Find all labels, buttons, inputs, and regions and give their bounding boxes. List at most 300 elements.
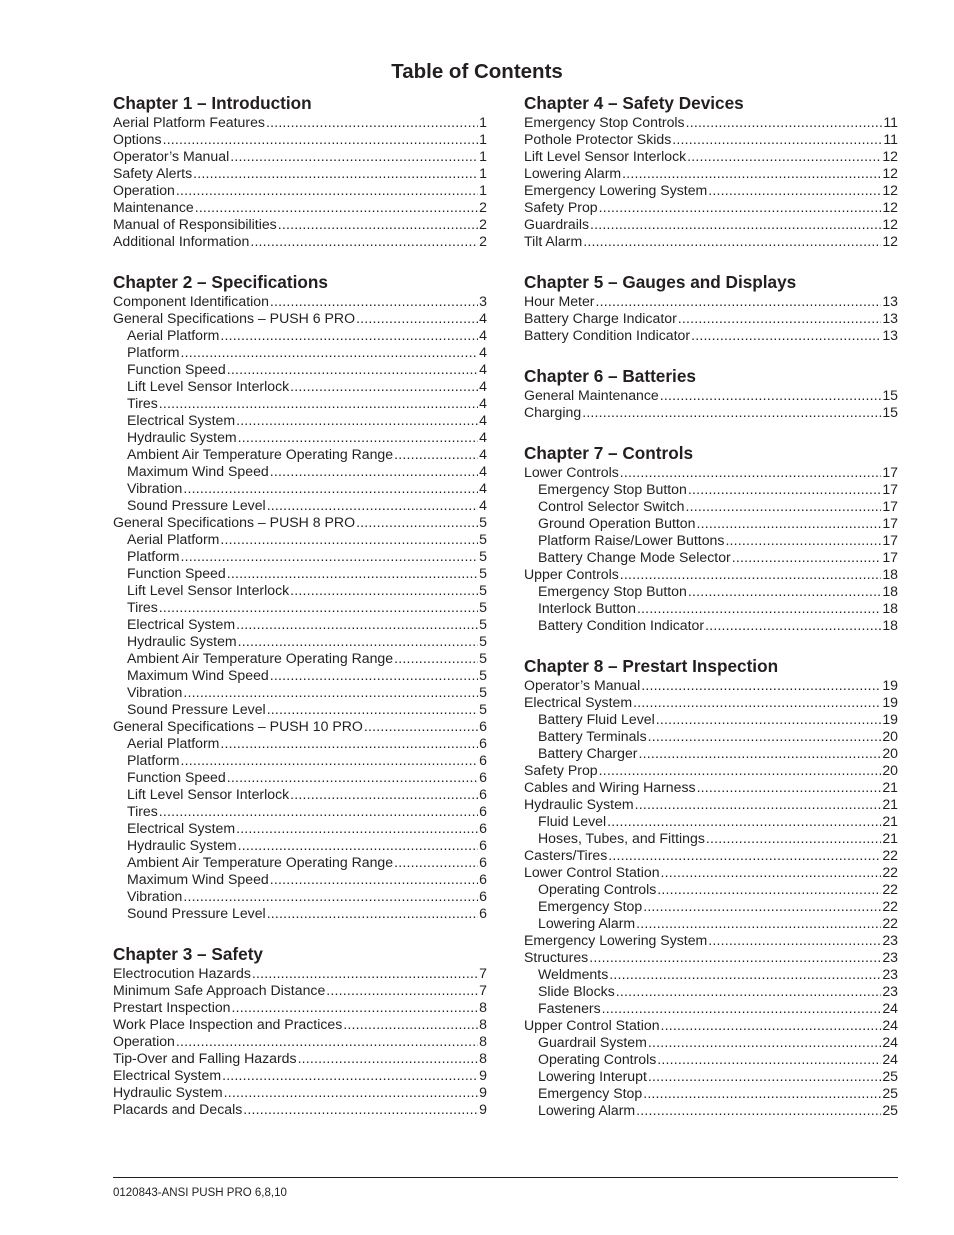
toc-entry-emergency-lowering-system[interactable] [524, 182, 898, 199]
dot-leader [195, 199, 478, 216]
dot-leader [661, 864, 882, 881]
toc-entry-lowering-alarm[interactable] [524, 915, 898, 932]
toc-entry-title: Tires [127, 599, 158, 615]
dot-leader [180, 344, 478, 361]
toc-entry-general-maintenance[interactable] [524, 387, 898, 404]
toc-entry-electrical-system[interactable] [113, 820, 487, 837]
dot-leader [220, 531, 478, 548]
toc-entry-title: Aerial Platform Features [113, 114, 265, 130]
dot-leader [590, 216, 881, 233]
toc-page-number: 7 [479, 982, 487, 998]
toc-entry-battery-charger[interactable] [524, 745, 898, 762]
toc-entry-platform-raise-lower-buttons[interactable] [524, 532, 898, 549]
toc-entry-tip-over-and-falling-hazards[interactable] [113, 1050, 487, 1067]
toc-page-number: 20 [882, 745, 898, 761]
dot-leader [620, 566, 882, 583]
toc-page-number: 12 [882, 165, 898, 181]
dot-leader [176, 182, 478, 199]
dot-leader [609, 966, 881, 983]
dot-leader [661, 1017, 882, 1034]
toc-page-number: 11 [883, 131, 898, 147]
dot-leader [227, 769, 478, 786]
toc-page-number: 6 [479, 735, 487, 751]
toc-entry-title: Platform [127, 752, 180, 768]
chapter-heading[interactable]: Chapter 7 – Controls [524, 443, 694, 463]
toc-entry-placards-and-decals[interactable] [113, 1101, 487, 1118]
toc-entry-lowering-alarm[interactable] [524, 165, 898, 182]
toc-entry-cables-and-wiring-harness[interactable] [524, 779, 898, 796]
toc-page-number: 5 [479, 667, 487, 683]
dot-leader [394, 854, 478, 871]
dot-leader [691, 327, 881, 344]
dot-leader [678, 310, 882, 327]
toc-entry-safety-prop[interactable] [524, 762, 898, 779]
toc-entry-title: Hour Meter [524, 293, 595, 309]
toc-entry-platform[interactable] [113, 752, 487, 769]
toc-entry-battery-fluid-level[interactable] [524, 711, 898, 728]
toc-entry-prestart-inspection[interactable] [113, 999, 487, 1016]
toc-entry-options[interactable] [113, 131, 487, 148]
dot-leader [633, 694, 881, 711]
toc-entry-electrical-system[interactable] [524, 694, 898, 711]
dot-leader [656, 711, 882, 728]
toc-chapter [113, 943, 487, 1118]
toc-entry-electrical-system[interactable] [113, 1067, 487, 1084]
toc-entry-title: Maximum Wind Speed [127, 463, 269, 479]
toc-entry-title: Operation [113, 1033, 175, 1049]
toc-entry-hydraulic-system[interactable] [113, 837, 487, 854]
toc-entry-title: Emergency Stop [538, 898, 643, 914]
dot-leader [589, 949, 881, 966]
toc-entry-electrical-system[interactable] [113, 412, 487, 429]
toc-entry-pothole-protector-skids[interactable] [524, 131, 898, 148]
toc-entry-lift-level-sensor-interlock[interactable] [113, 582, 487, 599]
toc-entry-emergency-stop[interactable] [524, 898, 898, 915]
toc-entry-upper-controls[interactable] [524, 566, 898, 583]
toc-page-number: 6 [479, 888, 487, 904]
dot-leader [180, 548, 478, 565]
toc-entry-lift-level-sensor-interlock[interactable] [113, 378, 487, 395]
toc-entry-minimum-safe-approach-distance[interactable] [113, 982, 487, 999]
toc-page-number: 12 [882, 233, 898, 249]
toc-page-number: 23 [882, 966, 898, 982]
toc-page-number: 3 [479, 293, 487, 309]
toc-entry-function-speed[interactable] [113, 769, 487, 786]
toc-page-number: 4 [479, 497, 487, 513]
toc-entry-title: Work Place Inspection and Practices [113, 1016, 343, 1032]
toc-entry-hour-meter[interactable] [524, 293, 898, 310]
dot-leader [290, 786, 478, 803]
toc-chapter [524, 442, 898, 634]
toc-page-number: 5 [479, 565, 487, 581]
dot-leader [230, 148, 478, 165]
chapter-heading[interactable]: Chapter 5 – Gauges and Displays [524, 272, 797, 292]
dot-leader [278, 216, 478, 233]
toc-entry-aerial-platform[interactable] [113, 531, 487, 548]
toc-entry-interlock-button[interactable] [524, 600, 898, 617]
dot-leader [657, 1051, 881, 1068]
toc-entry-title: Emergency Stop Button [538, 583, 687, 599]
toc-entry-tires[interactable] [113, 395, 487, 412]
toc-entry-title: Electrical System [127, 616, 236, 632]
toc-page-number: 8 [479, 1050, 487, 1066]
toc-entry-tires[interactable] [113, 599, 487, 616]
toc-page-number: 4 [479, 378, 487, 394]
dot-leader [356, 310, 478, 327]
toc-entry-battery-terminals[interactable] [524, 728, 898, 745]
dot-leader [599, 762, 882, 779]
toc-entry-title: Function Speed [127, 565, 226, 581]
dot-leader [227, 361, 478, 378]
toc-entry-general-specifications-push-10-pro[interactable] [113, 718, 487, 735]
toc-entry-title: Sound Pressure Level [127, 701, 266, 717]
toc-entry-title: Battery Fluid Level [538, 711, 655, 727]
dot-leader [641, 677, 881, 694]
toc-page-number: 21 [882, 796, 898, 812]
dot-leader [608, 847, 881, 864]
dot-leader [224, 1084, 479, 1101]
toc-entry-lowering-interupt[interactable] [524, 1068, 898, 1085]
dot-leader [227, 565, 478, 582]
toc-page-number: 6 [479, 905, 487, 921]
dot-leader [685, 498, 881, 515]
toc-entry-lift-level-sensor-interlock[interactable] [113, 786, 487, 803]
dot-leader [732, 549, 882, 566]
dot-leader [183, 888, 478, 905]
toc-page-number: 24 [882, 1017, 898, 1033]
toc-page-number: 17 [882, 549, 898, 565]
dot-leader [643, 898, 881, 915]
toc-page-number: 4 [479, 327, 487, 343]
dot-leader [270, 293, 478, 310]
toc-entry-title: Emergency Stop [538, 1085, 643, 1101]
dot-leader [290, 582, 478, 599]
toc-entry-control-selector-switch[interactable] [524, 498, 898, 515]
toc-entry-title: Hoses, Tubes, and Fittings [538, 830, 705, 846]
dot-leader [270, 463, 478, 480]
toc-entry-component-identification[interactable] [113, 293, 487, 310]
toc-entry-casters-tires[interactable] [524, 847, 898, 864]
toc-entry-aerial-platform[interactable] [113, 327, 487, 344]
toc-entry-operation[interactable] [113, 1033, 487, 1050]
dot-leader [602, 1000, 882, 1017]
toc-entry-guardrail-system[interactable] [524, 1034, 898, 1051]
toc-entry-lift-level-sensor-interlock[interactable] [524, 148, 898, 165]
toc-entry-vibration[interactable] [113, 684, 487, 701]
toc-page-number: 9 [479, 1067, 487, 1083]
toc-entry-title: Sound Pressure Level [127, 497, 266, 513]
toc-entry-title: Casters/Tires [524, 847, 608, 863]
dot-leader [176, 1033, 478, 1050]
dot-leader [364, 718, 478, 735]
toc-page-number: 1 [479, 165, 487, 181]
toc-entry-vibration[interactable] [113, 480, 487, 497]
toc-page-number: 18 [882, 566, 898, 582]
toc-entry-title: Minimum Safe Approach Distance [113, 982, 326, 998]
toc-page-number: 24 [882, 1034, 898, 1050]
dot-leader [267, 701, 478, 718]
toc-entry-title: Vibration [127, 480, 183, 496]
toc-entry-title: Vibration [127, 684, 183, 700]
toc-entry-sound-pressure-level[interactable] [113, 497, 487, 514]
toc-entry-tires[interactable] [113, 803, 487, 820]
toc-entry-emergency-stop[interactable] [524, 1085, 898, 1102]
toc-entry-title: Aerial Platform [127, 531, 220, 547]
toc-entry-safety-prop[interactable] [524, 199, 898, 216]
toc-page-number: 12 [882, 216, 898, 232]
toc-entry-work-place-inspection-and-practices[interactable] [113, 1016, 487, 1033]
dot-leader [636, 1102, 881, 1119]
toc-page-number: 5 [479, 548, 487, 564]
toc-entry-ground-operation-button[interactable] [524, 515, 898, 532]
dot-leader [687, 148, 881, 165]
toc-page-number: 22 [882, 898, 898, 914]
toc-entry-title: Battery Charge Indicator [524, 310, 677, 326]
toc-entry-title: Hydraulic System [127, 837, 237, 853]
dot-leader [220, 735, 478, 752]
toc-page-number: 23 [882, 932, 898, 948]
toc-entry-title: Prestart Inspection [113, 999, 231, 1015]
toc-page-number: 22 [882, 864, 898, 880]
dot-leader [159, 803, 478, 820]
toc-entry-electrocution-hazards[interactable] [113, 965, 487, 982]
toc-entry-title: Lowering Alarm [524, 165, 622, 181]
dot-leader [638, 745, 881, 762]
toc-page-number: 2 [479, 233, 487, 249]
dot-leader [222, 1067, 478, 1084]
toc-entry-operating-controls[interactable] [524, 881, 898, 898]
dot-leader [236, 412, 478, 429]
chapter-heading[interactable]: Chapter 3 – Safety [113, 944, 263, 964]
toc-entry-tilt-alarm[interactable] [524, 233, 898, 250]
toc-entry-maximum-wind-speed[interactable] [113, 871, 487, 888]
toc-entry-title: Ground Operation Button [538, 515, 696, 531]
chapter-heading[interactable]: Chapter 2 – Specifications [113, 272, 328, 292]
page-title: Table of Contents [391, 60, 563, 83]
toc-entry-manual-of-responsibilities[interactable] [113, 216, 487, 233]
toc-entry-title: Ambient Air Temperature Operating Range [127, 650, 394, 666]
toc-entry-vibration[interactable] [113, 888, 487, 905]
toc-entry-general-specifications-push-6-pro[interactable] [113, 310, 487, 327]
toc-entry-emergency-stop-controls[interactable] [524, 114, 898, 131]
dot-leader [582, 404, 881, 421]
dot-leader [236, 616, 478, 633]
chapter-heading[interactable]: Chapter 1 – Introduction [113, 93, 312, 113]
dot-leader [238, 837, 479, 854]
toc-entry-safety-alerts[interactable] [113, 165, 487, 182]
toc-entry-maximum-wind-speed[interactable] [113, 463, 487, 480]
toc-entry-title: Upper Controls [524, 566, 619, 582]
toc-entry-title: Lower Control Station [524, 864, 660, 880]
toc-entry-title: Lowering Interupt [538, 1068, 647, 1084]
toc-page-number: 12 [882, 148, 898, 164]
toc-page-number: 1 [479, 182, 487, 198]
dot-leader [599, 199, 882, 216]
toc-chapter [524, 365, 898, 421]
toc-page-number: 21 [882, 830, 898, 846]
chapter-heading[interactable]: Chapter 6 – Batteries [524, 366, 696, 386]
toc-entry-ambient-air-temperature-operating-range[interactable] [113, 854, 487, 871]
toc-entry-weldments[interactable] [524, 966, 898, 983]
toc-entry-title: General Specifications – PUSH 6 PRO [113, 310, 356, 326]
toc-page-number: 25 [882, 1068, 898, 1084]
toc-entry-title: Maximum Wind Speed [127, 871, 269, 887]
toc-entry-operator-s-manual[interactable] [524, 677, 898, 694]
toc-page-number: 5 [479, 531, 487, 547]
toc-entry-fasteners[interactable] [524, 1000, 898, 1017]
toc-entry-function-speed[interactable] [113, 361, 487, 378]
toc-entry-title: Charging [524, 404, 582, 420]
toc-entry-battery-condition-indicator[interactable] [524, 617, 898, 634]
toc-page-number: 2 [479, 199, 487, 215]
toc-entry-title: Emergency Lowering System [524, 932, 708, 948]
toc-entry-title: Placards and Decals [113, 1101, 243, 1117]
toc-page-number: 25 [882, 1102, 898, 1118]
dot-leader [183, 480, 478, 497]
toc-entry-maintenance[interactable] [113, 199, 487, 216]
toc-page-number: 13 [882, 293, 898, 309]
toc-entry-hoses-tubes-and-fittings[interactable] [524, 830, 898, 847]
toc-entry-title: Battery Change Mode Selector [538, 549, 731, 565]
toc-entry-operating-controls[interactable] [524, 1051, 898, 1068]
toc-left-column [113, 92, 487, 1139]
toc-entry-aerial-platform[interactable] [113, 735, 487, 752]
toc-entry-sound-pressure-level[interactable] [113, 701, 487, 718]
toc-entry-title: Hydraulic System [113, 1084, 223, 1100]
toc-entry-hydraulic-system[interactable] [524, 796, 898, 813]
toc-entry-ambient-air-temperature-operating-range[interactable] [113, 650, 487, 667]
toc-entry-title: Slide Blocks [538, 983, 615, 999]
toc-page-number: 6 [479, 718, 487, 734]
toc-entry-title: Electrocution Hazards [113, 965, 251, 981]
toc-entry-operation[interactable] [113, 182, 487, 199]
toc-page-number: 9 [479, 1101, 487, 1117]
toc-entry-title: Function Speed [127, 361, 226, 377]
dot-leader [688, 583, 881, 600]
toc-entry-title: Manual of Responsibilities [113, 216, 277, 232]
toc-page-number: 4 [479, 395, 487, 411]
toc-entry-hydraulic-system[interactable] [113, 429, 487, 446]
toc-page-number: 6 [479, 871, 487, 887]
toc-page-number: 1 [479, 148, 487, 164]
toc-entry-electrical-system[interactable] [113, 616, 487, 633]
dot-leader [643, 1085, 881, 1102]
toc-chapter [524, 655, 898, 1119]
dot-leader [267, 497, 478, 514]
dot-leader [635, 796, 882, 813]
toc-entry-platform[interactable] [113, 548, 487, 565]
toc-entry-hydraulic-system[interactable] [113, 633, 487, 650]
toc-page-number: 12 [882, 199, 898, 215]
toc-entry-title: Tilt Alarm [524, 233, 583, 249]
toc-entry-slide-blocks[interactable] [524, 983, 898, 1000]
toc-entry-function-speed[interactable] [113, 565, 487, 582]
toc-page-number: 15 [882, 404, 898, 420]
toc-page-number: 17 [882, 515, 898, 531]
toc-entry-emergency-stop-button[interactable] [524, 481, 898, 498]
dot-leader [252, 965, 478, 982]
toc-page-number: 1 [479, 131, 487, 147]
toc-page-number: 8 [479, 999, 487, 1015]
toc-entry-emergency-stop-button[interactable] [524, 583, 898, 600]
toc-page-number: 13 [882, 310, 898, 326]
toc-entry-upper-control-station[interactable] [524, 1017, 898, 1034]
toc-entry-lowering-alarm[interactable] [524, 1102, 898, 1119]
toc-entry-title: Vibration [127, 888, 183, 904]
toc-entry-fluid-level[interactable] [524, 813, 898, 830]
toc-entry-sound-pressure-level[interactable] [113, 905, 487, 922]
dot-leader [267, 905, 478, 922]
toc-page-number: 6 [479, 803, 487, 819]
dot-leader [183, 684, 478, 701]
toc-page-number: 5 [479, 582, 487, 598]
toc-entry-structures[interactable] [524, 949, 898, 966]
toc-entry-title: Maintenance [113, 199, 194, 215]
toc-entry-general-specifications-push-8-pro[interactable] [113, 514, 487, 531]
dot-leader [725, 532, 881, 549]
toc-page-number: 6 [479, 820, 487, 836]
dot-leader [180, 752, 478, 769]
toc-entry-maximum-wind-speed[interactable] [113, 667, 487, 684]
dot-leader [193, 165, 478, 182]
toc-entry-lower-control-station[interactable] [524, 864, 898, 881]
toc-entry-charging[interactable] [524, 404, 898, 421]
toc-entry-additional-information[interactable] [113, 233, 487, 250]
chapter-heading[interactable]: Chapter 8 – Prestart Inspection [524, 656, 779, 676]
dot-leader [620, 464, 882, 481]
dot-leader [266, 114, 478, 131]
dot-leader [708, 182, 881, 199]
toc-page-number: 5 [479, 684, 487, 700]
dot-leader [290, 378, 478, 395]
dot-leader [356, 514, 478, 531]
toc-entry-lower-controls[interactable] [524, 464, 898, 481]
toc-entry-title: Lift Level Sensor Interlock [127, 582, 290, 598]
toc-entry-platform[interactable] [113, 344, 487, 361]
dot-leader [708, 932, 881, 949]
dot-leader [270, 667, 478, 684]
toc-page-number: 6 [479, 837, 487, 853]
toc-page-number: 21 [882, 779, 898, 795]
toc-entry-hydraulic-system[interactable] [113, 1084, 487, 1101]
dot-leader [657, 881, 881, 898]
toc-entry-battery-change-mode-selector[interactable] [524, 549, 898, 566]
toc-entry-emergency-lowering-system[interactable] [524, 932, 898, 949]
toc-entry-title: Tires [127, 395, 158, 411]
dot-leader [270, 871, 478, 888]
toc-entry-aerial-platform-features[interactable] [113, 114, 487, 131]
toc-page-number: 18 [882, 583, 898, 599]
toc-entry-title: Lift Level Sensor Interlock [524, 148, 687, 164]
chapter-heading[interactable]: Chapter 4 – Safety Devices [524, 93, 744, 113]
toc-entry-title: Safety Prop [524, 199, 598, 215]
dot-leader [672, 131, 882, 148]
toc-entry-title: Function Speed [127, 769, 226, 785]
toc-page-number: 8 [479, 1033, 487, 1049]
toc-entry-guardrails[interactable] [524, 216, 898, 233]
toc-page-number: 22 [882, 915, 898, 931]
dot-leader [394, 650, 478, 667]
toc-entry-battery-condition-indicator[interactable] [524, 327, 898, 344]
toc-entry-battery-charge-indicator[interactable] [524, 310, 898, 327]
dot-leader [648, 1034, 881, 1051]
toc-entry-title: Operator’s Manual [113, 148, 230, 164]
toc-page-number: 17 [882, 532, 898, 548]
toc-page-number: 5 [479, 514, 487, 530]
toc-entry-title: Hydraulic System [127, 429, 237, 445]
toc-entry-ambient-air-temperature-operating-range[interactable] [113, 446, 487, 463]
toc-entry-operator-s-manual[interactable] [113, 148, 487, 165]
